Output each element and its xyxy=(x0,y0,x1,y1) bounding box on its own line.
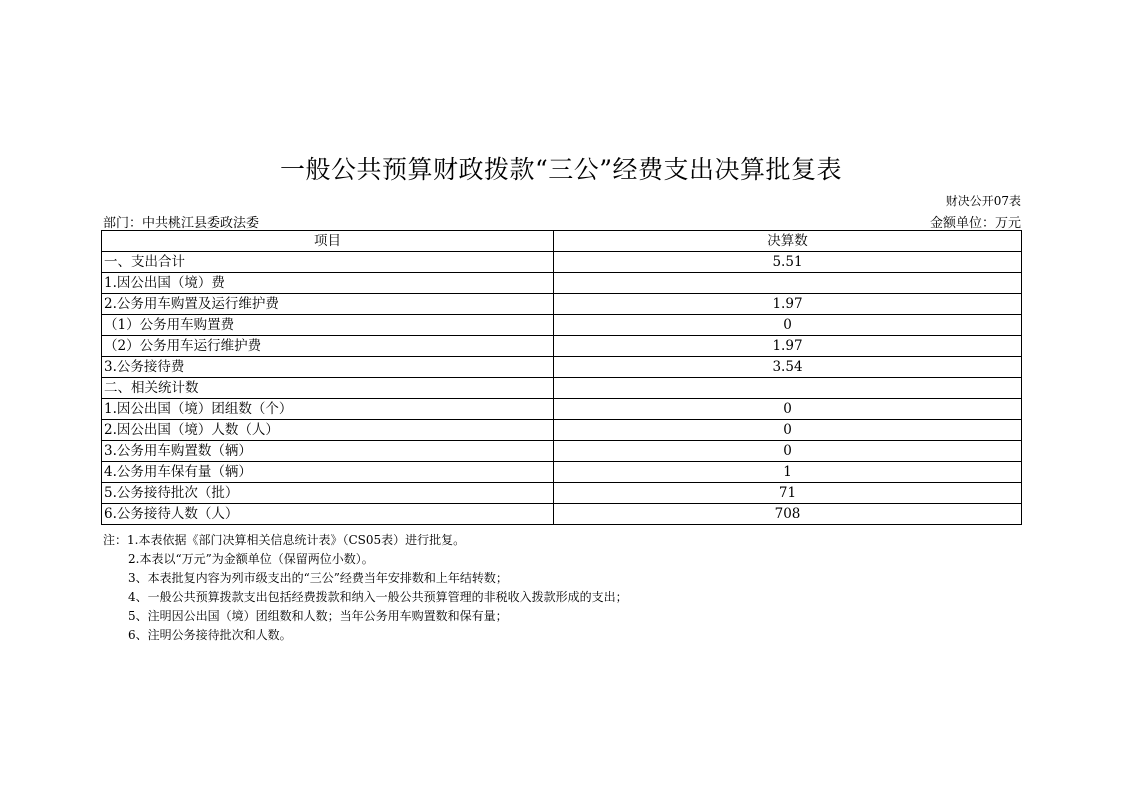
row-value: 1.97 xyxy=(554,336,1022,357)
row-item-label: 1.因公出国（境）费 xyxy=(102,273,554,294)
row-item-label: 2.公务用车购置及运行维护费 xyxy=(102,294,554,315)
table-row xyxy=(102,294,1022,315)
row-value: 3.54 xyxy=(554,357,1022,378)
row-value: 71 xyxy=(554,483,1022,504)
table-row xyxy=(102,462,1022,483)
note-line: 3、本表批复内容为列市级支出的“三公”经费当年安排数和上年结转数； xyxy=(128,571,508,585)
row-value: 1 xyxy=(554,462,1022,483)
form-number: 财决公开07表 xyxy=(945,194,1021,208)
row-item-label: 二、相关统计数 xyxy=(102,378,554,399)
row-value: 5.51 xyxy=(554,252,1022,273)
column-header-item: 项目 xyxy=(102,231,554,252)
note-line: 2.本表以“万元”为金额单位（保留两位小数）。 xyxy=(128,552,374,566)
row-item-label: 2.因公出国（境）人数（人） xyxy=(102,420,554,441)
row-value xyxy=(554,378,1022,399)
note-line: 6、注明公务接待批次和人数。 xyxy=(128,628,292,642)
note-line: 5、注明因公出国（境）团组数和人数；当年公务用车购置数和保有量； xyxy=(128,609,508,623)
note-line: 4、一般公共预算拨款支出包括经费拨款和纳入一般公共预算管理的非税收入拨款形成的支出； xyxy=(128,590,628,604)
row-value: 0 xyxy=(554,420,1022,441)
table-header-row xyxy=(102,231,1022,252)
row-value: 1.97 xyxy=(554,294,1022,315)
notes-section xyxy=(103,531,628,645)
row-item-label: 4.公务用车保有量（辆） xyxy=(102,462,554,483)
row-item-label: 一、支出合计 xyxy=(102,252,554,273)
table-row xyxy=(102,252,1022,273)
amount-unit-label: 金额单位：万元 xyxy=(929,216,1021,231)
row-item-label: 6.公务接待人数（人） xyxy=(102,504,554,525)
table-row xyxy=(102,399,1022,420)
table-row xyxy=(102,483,1022,504)
table-row xyxy=(102,420,1022,441)
row-item-label: 3.公务接待费 xyxy=(102,357,554,378)
department-label: 部门：中共桃江县委政法委 xyxy=(103,216,260,231)
table-row xyxy=(102,357,1022,378)
row-value: 0 xyxy=(554,399,1022,420)
page-title: 一般公共预算财政拨款“三公”经费支出决算批复表 xyxy=(279,155,843,184)
row-item-label: 1.因公出国（境）团组数（个） xyxy=(102,399,554,420)
table-body xyxy=(102,252,1022,525)
row-value: 0 xyxy=(554,441,1022,462)
table-row xyxy=(102,336,1022,357)
table-row xyxy=(102,273,1022,294)
row-item-label: 3.公务用车购置数（辆） xyxy=(102,441,554,462)
row-item-label: 5.公务接待批次（批） xyxy=(102,483,554,504)
row-item-label: （1）公务用车购置费 xyxy=(102,315,554,336)
row-item-label: （2）公务用车运行维护费 xyxy=(102,336,554,357)
row-value: 0 xyxy=(554,315,1022,336)
row-value: 708 xyxy=(554,504,1022,525)
table-row xyxy=(102,504,1022,525)
table-row xyxy=(102,378,1022,399)
row-value xyxy=(554,273,1022,294)
note-line: 注：1.本表依据《部门决算相关信息统计表》（CS05表）进行批复。 xyxy=(103,533,466,547)
table-row xyxy=(102,315,1022,336)
column-header-value: 决算数 xyxy=(554,231,1022,252)
expense-table xyxy=(101,230,1022,525)
table-row xyxy=(102,441,1022,462)
